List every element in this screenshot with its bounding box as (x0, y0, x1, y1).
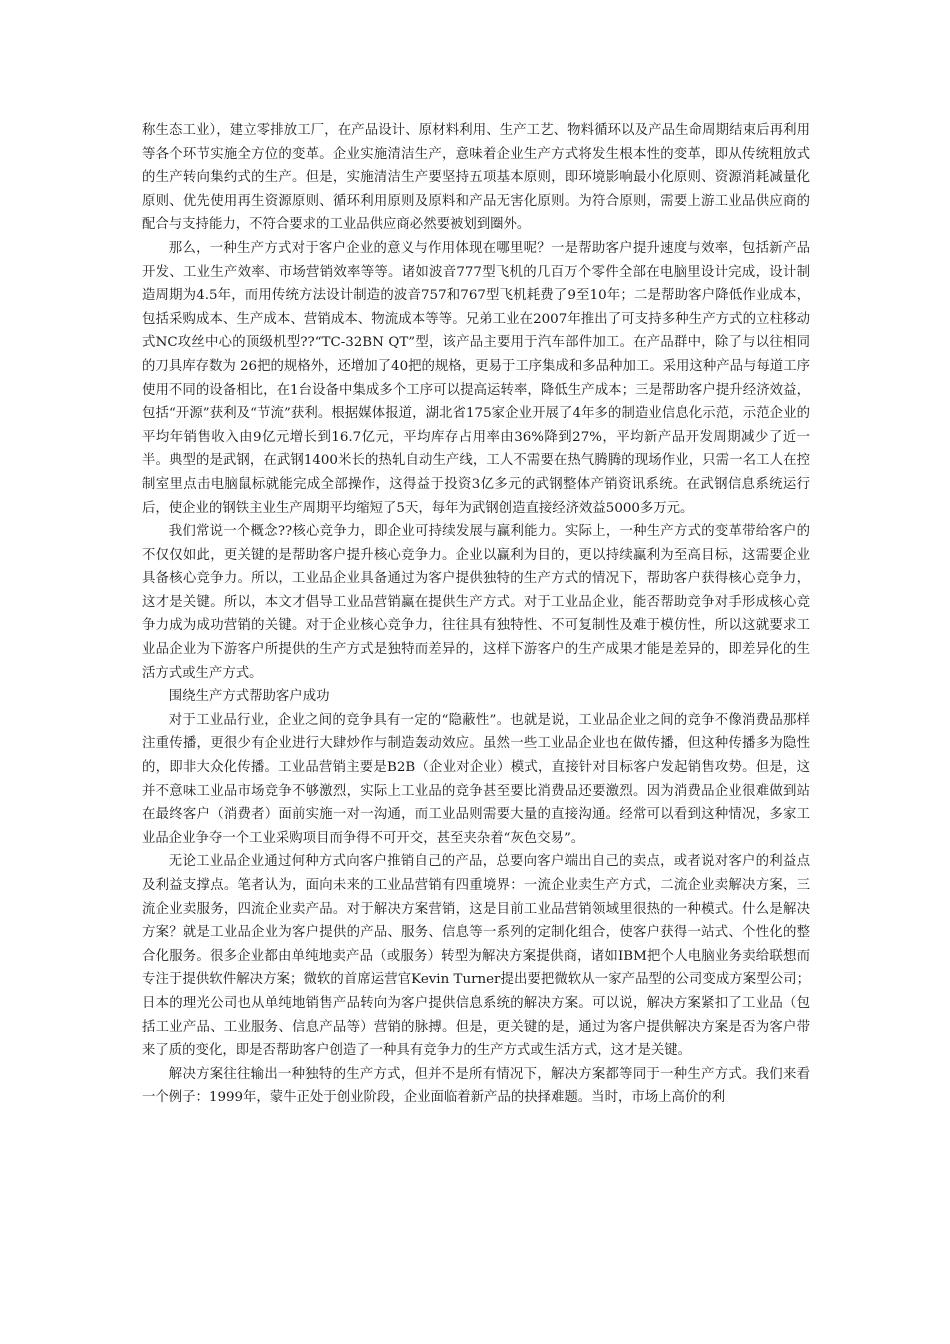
document-body (142, 119, 810, 1110)
paragraph-solution-marketing: 无论工业品企业通过何种方式向客户推销自己的产品，总要向客户端出自己的卖点，或者说对客户的利益点及利益支撑点。笔者认为，面向未来的工业品营销有四重境界：一流企业卖生产方式，二流企业卖解决方案，三流企业卖服务，四流企业卖产品。对于解决方案营销，这是目前工业品营销领域里很热的一种模式。什么是解决方案？就是工业品企业为客户提供的产品、服务、信息等一系列的定制化组合，使客户获得一站式、个性化的整合化服务。很多企业都由单纯地卖产品（或服务）转型为解决方案提供商，诸如IBM把个人电脑业务卖给联想而专注于提供软件解决方案；微软的首席运营官Kevin Turner提出要把微软从一家产品型的公司变成方案型公司；日本的理光公司也从单纯地销售产品转向为客户提供信息系统的解决方案。可以说，解决方案紧扣了工业品（包括工业产品、工业服务、信息产品等）营销的脉搏。但是，更关键的是，通过为客户提供解决方案是否为客户带来了质的变化，即是否帮助客户创造了一种具有竞争力的生产方式或生活方式，这才是关键。 (142, 854, 810, 1059)
paragraph-clean-production: 称生态工业），建立零排放工厂，在产品设计、原材料利用、生产工艺、物料循环以及产品生命周期结束后再利用等各个环节实施全方位的变革。企业实施清洁生产，意味着企业生产方式将发生根本性的变革，即从传统粗放式的生产转向集约式的生产。但是，实施清洁生产要坚持五项基本原则，即环境影响最小化原则、资源消耗减量化原则、优先使用再生资源原则、循环利用原则及原料和产品无害化原则。为符合原则，需要上游工业品供应商的配合与支持能力，不符合要求的工业品供应商必然要被划到圈外。 (142, 123, 810, 233)
paragraph-mengniu-example: 解决方案往往输出一种独特的生产方式，但并不是所有情况下，解决方案都等同于一种生产方式。我们来看一个例子：1999年，蒙牛正处于创业阶段，企业面临着新产品的抉择难题。当时，市场上高价的利 (142, 1066, 810, 1106)
paragraph-production-significance: 那么，一种生产方式对于客户企业的意义与作用体现在哪里呢？一是帮助客户提升速度与效率，包括新产品开发、工业生产效率、市场营销效率等等。诸如波音777型飞机的几百万个零件全部在电脑里设计完成，设计制造周期为4.5年，而用传统方法设计制造的波音757和767型飞机耗费了9至10年；二是帮助客户降低作业成本，包括采购成本、生产成本、营销成本、物流成本等等。兄弟工业在2007年推出了可支持多种生产方式的立柱移动式NC攻丝中心的顶级机型??“TC-32BN QT”型，该产品主要用于汽车部件加工。在产品群中，除了与以往相同的刀具库存数为 26把的规格外，还增加了40把的规格，更易于工序集成和多品种加工。采用这种产品与每道工序使用不同的设备相比，在1台设备中集成多个工序可以提高运转率，降低生产成本；三是帮助客户提升经济效益，包括“开源”获利及“节流”获利。根据媒体报道，湖北省175家企业开展了4年多的制造业信息化示范，示范企业的平均年销售收入由9亿元增长到16.7亿元，平均库存占用率由36%降到27%，平均新产品开发周期减少了近一半。典型的是武钢，在武钢1400米长的热轧自动生产线，工人不需要在热气腾腾的现场作业，只需一名工人在控制室里点击电脑鼠标就能完成全部操作，这得益于投资3亿多元的武钢整体产销资讯系统。在武钢信息系统运行后，使企业的钢铁主业生产周期平均缩短了5天，每年为武钢创造直接经济效益5000多万元。 (142, 240, 810, 516)
paragraph-hidden-competition: 对于工业品行业，企业之间的竞争具有一定的“隐蔽性”。也就是说，工业品企业之间的竞争不像消费品那样注重传播，更很少有企业进行大肆炒作与制造轰动效应。虽然一些工业品企业也在做传播，但这种传播多为隐性的，即非大众化传播。工业品营销主要是B2B（企业对企业）模式，直接针对目标客户发起销售攻势。但是，这并不意味工业品市场竞争不够激烈，实际上工业品的竞争甚至要比消费品还要激烈。因为消费品企业很难做到站在最终客户（消费者）面前实施一对一沟通，而工业品则需要大量的直接沟通。经常可以看到这种情况，多家工业品企业争夺一个工业采购项目而争得不可开交，甚至夹杂着“灰色交易”。 (142, 712, 810, 846)
paragraph-core-competence: 我们常说一个概念??核心竞争力，即企业可持续发展与赢利能力。实际上，一种生产方式的变革带给客户的不仅仅如此，更关键的是帮助客户提升核心竞争力。企业以赢利为目的，更以持续赢利为至高目标，这需要企业具备核心竞争力。所以，工业品企业具备通过为客户提供独特的生产方式的情况下，帮助客户获得核心竞争力，这才是关键。所以，本文才倡导工业品营销赢在提供生产方式。对于工业品企业，能否帮助竞争对手形成核心竞争力成为成功营销的关键。对于企业核心竞争力，往往具有独特性、不可复制性及难于模仿性，所以这就要求工业品企业为下游客户所提供的生产方式是独特而差异的，这样下游客户的生产成果才能是差异的，即差异化的生活方式或生产方式。 (142, 524, 810, 681)
section-heading: 围绕生产方式帮助客户成功 (168, 689, 330, 705)
